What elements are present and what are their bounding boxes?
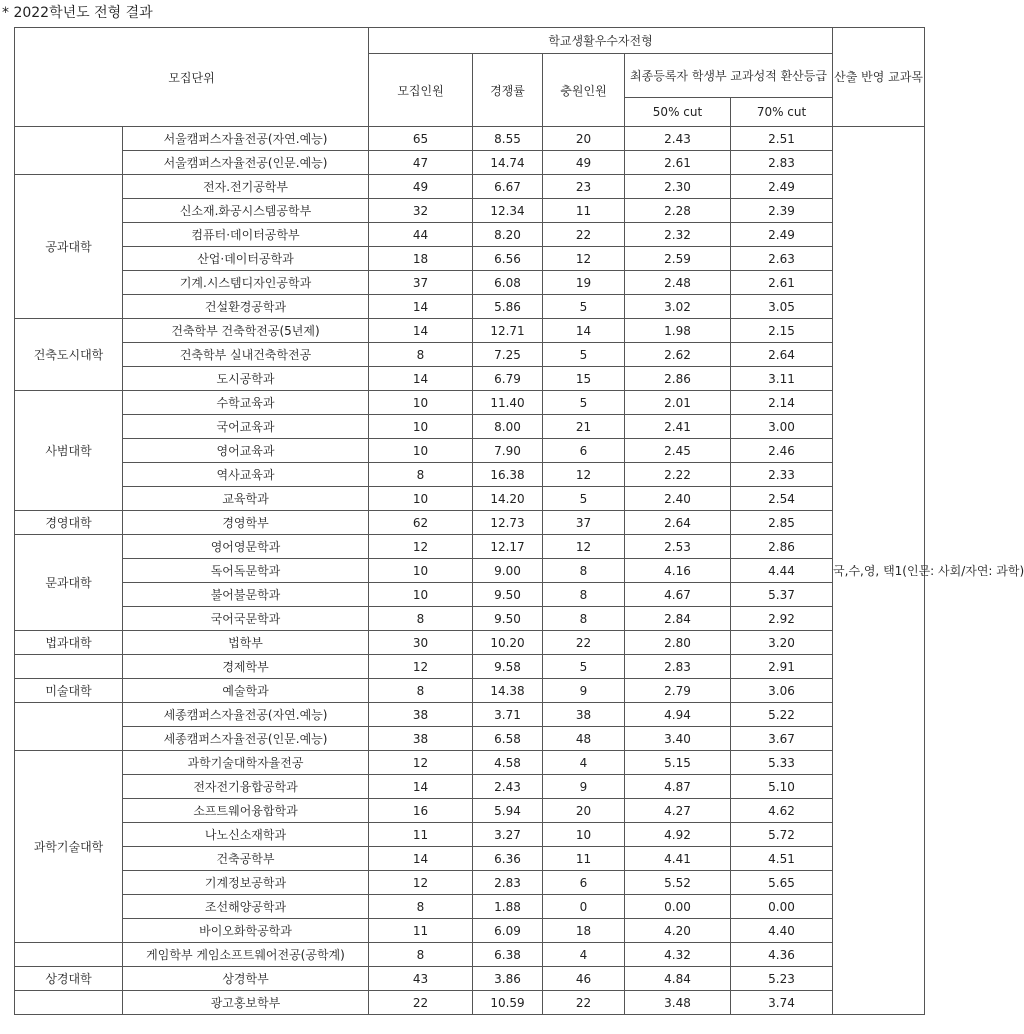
cut50-cell: 2.83 [625,655,731,679]
extra-cell: 38 [543,703,625,727]
college-name: 경영대학 [15,511,123,535]
recruit-cell: 8 [369,895,473,919]
results-table [14,27,1024,1015]
competition-cell: 16.38 [473,463,543,487]
cut50-cell: 5.52 [625,871,731,895]
table-row [15,319,925,343]
cut50-cell: 4.87 [625,775,731,799]
extra-cell: 5 [543,295,625,319]
cut70-cell: 3.06 [731,679,833,703]
cut50-cell: 2.01 [625,391,731,415]
cut50-cell: 4.67 [625,583,731,607]
competition-cell: 10.59 [473,991,543,1015]
extra-cell: 22 [543,631,625,655]
extra-cell: 49 [543,151,625,175]
department-name: 기계.시스템디자인공학과 [123,271,369,295]
competition-cell: 12.17 [473,535,543,559]
recruit-cell: 10 [369,559,473,583]
department-name: 역사교육과 [123,463,369,487]
header-competition: 경쟁률 [473,54,543,127]
cut70-cell: 2.14 [731,391,833,415]
college-name: 공과대학 [15,175,123,319]
college-name: 과학기술대학 [15,751,123,943]
table-row [15,799,925,823]
college-name: 사범대학 [15,391,123,511]
department-name: 국어교육과 [123,415,369,439]
extra-cell: 4 [543,943,625,967]
college-name [15,127,123,175]
recruit-cell: 30 [369,631,473,655]
cut50-cell: 2.53 [625,535,731,559]
competition-cell: 2.43 [473,775,543,799]
competition-cell: 6.79 [473,367,543,391]
extra-cell: 8 [543,583,625,607]
table-row [15,127,925,151]
department-name: 산업·데이터공학과 [123,247,369,271]
cut70-cell: 2.51 [731,127,833,151]
competition-cell: 8.00 [473,415,543,439]
recruit-cell: 14 [369,775,473,799]
competition-cell: 10.20 [473,631,543,655]
cut70-cell: 2.54 [731,487,833,511]
cut50-cell: 4.84 [625,967,731,991]
table-row [15,703,925,727]
competition-cell: 12.34 [473,199,543,223]
department-name: 과학기술대학자율전공 [123,751,369,775]
cut70-cell: 3.00 [731,415,833,439]
department-name: 불어불문학과 [123,583,369,607]
cut70-cell: 5.23 [731,967,833,991]
cut70-cell: 2.85 [731,511,833,535]
table-row [15,463,925,487]
department-name: 국어국문학과 [123,607,369,631]
recruit-cell: 10 [369,391,473,415]
competition-cell: 6.08 [473,271,543,295]
cut50-cell: 2.59 [625,247,731,271]
results-body [15,127,1024,1015]
extra-cell: 10 [543,823,625,847]
cut70-cell: 2.63 [731,247,833,271]
cut70-cell: 3.74 [731,991,833,1015]
recruit-cell: 14 [369,295,473,319]
cut70-cell: 2.83 [731,151,833,175]
department-name: 경제학부 [123,655,369,679]
table-row [15,151,925,175]
competition-cell: 2.83 [473,871,543,895]
recruit-cell: 47 [369,151,473,175]
cut70-cell: 2.92 [731,607,833,631]
extra-cell: 23 [543,175,625,199]
department-name: 조선해양공학과 [123,895,369,919]
competition-cell: 6.67 [473,175,543,199]
cut70-cell: 5.65 [731,871,833,895]
cut70-cell: 2.49 [731,223,833,247]
recruit-cell: 11 [369,823,473,847]
department-name: 수학교육과 [123,391,369,415]
extra-cell: 20 [543,127,625,151]
department-name: 상경학부 [123,967,369,991]
recruit-cell: 8 [369,943,473,967]
recruit-cell: 37 [369,271,473,295]
table-row [15,247,925,271]
recruit-cell: 10 [369,415,473,439]
table-row [15,391,925,415]
table-row [15,175,925,199]
cut50-cell: 2.84 [625,607,731,631]
cut50-cell: 2.48 [625,271,731,295]
cut70-cell: 3.67 [731,727,833,751]
extra-cell: 8 [543,559,625,583]
extra-cell: 5 [543,655,625,679]
extra-cell: 12 [543,463,625,487]
page-title: * 2022학년도 전형 결과 [2,5,153,21]
recruit-cell: 10 [369,439,473,463]
competition-cell: 12.73 [473,511,543,535]
recruit-cell: 14 [369,847,473,871]
cut50-cell: 4.92 [625,823,731,847]
recruit-cell: 8 [369,679,473,703]
competition-cell: 7.90 [473,439,543,463]
cut50-cell: 0.00 [625,895,731,919]
subjects-cell: 국,수,영, 택1(인문: 사회/자연: 과학) [833,127,925,1015]
competition-cell: 3.71 [473,703,543,727]
college-name [15,655,123,679]
extra-cell: 19 [543,271,625,295]
department-name: 컴퓨터·데이터공학부 [123,223,369,247]
cut50-cell: 2.86 [625,367,731,391]
cut70-cell: 4.62 [731,799,833,823]
cut70-cell: 3.11 [731,367,833,391]
department-name: 게임학부 게임소프트웨어전공(공학계) [123,943,369,967]
table-row [15,943,925,967]
department-name: 서울캠퍼스자율전공(인문.예능) [123,151,369,175]
header-extra: 충원인원 [543,54,625,127]
department-name: 서울캠퍼스자율전공(자연.예능) [123,127,369,151]
table-row [15,847,925,871]
extra-cell: 6 [543,871,625,895]
table-row [15,919,925,943]
competition-cell: 9.50 [473,583,543,607]
college-name: 문과대학 [15,535,123,631]
competition-cell: 8.55 [473,127,543,151]
college-name [15,991,123,1015]
recruit-cell: 14 [369,319,473,343]
college-name [15,943,123,967]
header-cut70: 70% cut [731,98,833,127]
cut70-cell: 2.39 [731,199,833,223]
competition-cell: 14.74 [473,151,543,175]
competition-cell: 8.20 [473,223,543,247]
recruit-cell: 12 [369,655,473,679]
cut70-cell: 4.36 [731,943,833,967]
cut70-cell: 2.15 [731,319,833,343]
recruit-cell: 65 [369,127,473,151]
department-name: 소프트웨어융합학과 [123,799,369,823]
recruit-cell: 8 [369,343,473,367]
department-name: 전자.전기공학부 [123,175,369,199]
cut50-cell: 2.40 [625,487,731,511]
extra-cell: 37 [543,511,625,535]
competition-cell: 3.27 [473,823,543,847]
department-name: 영어교육과 [123,439,369,463]
cut50-cell: 2.79 [625,679,731,703]
header-grade-title: 최종등록자 학생부 교과성적 환산등급 [625,54,833,98]
competition-cell: 9.00 [473,559,543,583]
cut70-cell: 5.37 [731,583,833,607]
header-subjects: 산출 반영 교과목 [833,28,925,127]
competition-cell: 14.38 [473,679,543,703]
recruit-cell: 12 [369,535,473,559]
cut70-cell: 5.22 [731,703,833,727]
table-row [15,223,925,247]
department-name: 세종캠퍼스자율전공(인문.예능) [123,727,369,751]
header-group: 학교생활우수자전형 [369,28,833,54]
cut70-cell: 5.33 [731,751,833,775]
table-row [15,679,925,703]
extra-cell: 9 [543,679,625,703]
table-row [15,631,925,655]
extra-cell: 5 [543,391,625,415]
recruit-cell: 62 [369,511,473,535]
extra-cell: 14 [543,319,625,343]
department-name: 기계정보공학과 [123,871,369,895]
college-name: 건축도시대학 [15,319,123,391]
competition-cell: 5.94 [473,799,543,823]
extra-cell: 5 [543,487,625,511]
cut50-cell: 3.48 [625,991,731,1015]
cut70-cell: 2.91 [731,655,833,679]
competition-cell: 9.58 [473,655,543,679]
table-row [15,751,925,775]
college-name: 법과대학 [15,631,123,655]
table-row [15,895,925,919]
extra-cell: 11 [543,847,625,871]
department-name: 도시공학과 [123,367,369,391]
competition-cell: 7.25 [473,343,543,367]
college-name: 미술대학 [15,679,123,703]
cut50-cell: 2.45 [625,439,731,463]
extra-cell: 18 [543,919,625,943]
department-name: 건축학부 건축학전공(5년제) [123,319,369,343]
table-row [15,583,925,607]
competition-cell: 6.38 [473,943,543,967]
extra-cell: 12 [543,535,625,559]
recruit-cell: 38 [369,727,473,751]
cut70-cell: 2.64 [731,343,833,367]
table-row [15,775,925,799]
extra-cell: 46 [543,967,625,991]
table-row [15,967,925,991]
cut50-cell: 3.40 [625,727,731,751]
recruit-cell: 38 [369,703,473,727]
cut70-cell: 2.49 [731,175,833,199]
department-name: 예술학과 [123,679,369,703]
header-unit: 모집단위 [15,28,369,127]
recruit-cell: 14 [369,367,473,391]
table-row [15,343,925,367]
cut70-cell: 3.20 [731,631,833,655]
extra-cell: 20 [543,799,625,823]
cut50-cell: 2.41 [625,415,731,439]
table-row [15,439,925,463]
competition-cell: 5.86 [473,295,543,319]
recruit-cell: 16 [369,799,473,823]
extra-cell: 11 [543,199,625,223]
extra-cell: 21 [543,415,625,439]
table-row [15,367,925,391]
extra-cell: 8 [543,607,625,631]
cut50-cell: 4.94 [625,703,731,727]
table-row [15,295,925,319]
recruit-cell: 11 [369,919,473,943]
competition-cell: 11.40 [473,391,543,415]
table-row [15,511,925,535]
cut70-cell: 2.46 [731,439,833,463]
recruit-cell: 22 [369,991,473,1015]
extra-cell: 22 [543,991,625,1015]
table-row [15,991,925,1015]
recruit-cell: 12 [369,871,473,895]
cut70-cell: 3.05 [731,295,833,319]
cut70-cell: 5.72 [731,823,833,847]
competition-cell: 6.36 [473,847,543,871]
extra-cell: 4 [543,751,625,775]
cut50-cell: 2.22 [625,463,731,487]
department-name: 법학부 [123,631,369,655]
extra-cell: 5 [543,343,625,367]
cut50-cell: 4.41 [625,847,731,871]
cut50-cell: 2.32 [625,223,731,247]
cut50-cell: 2.61 [625,151,731,175]
department-name: 영어영문학과 [123,535,369,559]
table-row [15,535,925,559]
recruit-cell: 44 [369,223,473,247]
department-name: 나노신소재학과 [123,823,369,847]
cut50-cell: 1.98 [625,319,731,343]
cut70-cell: 4.40 [731,919,833,943]
table-row [15,727,925,751]
cut70-cell: 5.10 [731,775,833,799]
recruit-cell: 8 [369,607,473,631]
recruit-cell: 10 [369,487,473,511]
competition-cell: 12.71 [473,319,543,343]
cut70-cell: 4.51 [731,847,833,871]
competition-cell: 1.88 [473,895,543,919]
cut50-cell: 3.02 [625,295,731,319]
cut70-cell: 4.44 [731,559,833,583]
table-row [15,607,925,631]
cut50-cell: 4.20 [625,919,731,943]
table-row [15,655,925,679]
department-name: 독어독문학과 [123,559,369,583]
cut50-cell: 2.80 [625,631,731,655]
cut50-cell: 2.30 [625,175,731,199]
competition-cell: 6.09 [473,919,543,943]
extra-cell: 48 [543,727,625,751]
cut50-cell: 5.15 [625,751,731,775]
table-row [15,487,925,511]
department-name: 건축학부 실내건축학전공 [123,343,369,367]
header-recruit: 모집인원 [369,54,473,127]
cut70-cell: 2.86 [731,535,833,559]
cut50-cell: 4.32 [625,943,731,967]
table-row [15,871,925,895]
department-name: 건설환경공학과 [123,295,369,319]
extra-cell: 12 [543,247,625,271]
table-row [15,823,925,847]
cut70-cell: 0.00 [731,895,833,919]
recruit-cell: 18 [369,247,473,271]
table-row [15,199,925,223]
department-name: 광고홍보학부 [123,991,369,1015]
cut50-cell: 4.16 [625,559,731,583]
college-name: 상경대학 [15,967,123,991]
competition-cell: 6.58 [473,727,543,751]
cut50-cell: 2.64 [625,511,731,535]
recruit-cell: 12 [369,751,473,775]
competition-cell: 14.20 [473,487,543,511]
extra-cell: 15 [543,367,625,391]
recruit-cell: 10 [369,583,473,607]
college-name [15,703,123,751]
department-name: 전자전기융합공학과 [123,775,369,799]
cut50-cell: 4.27 [625,799,731,823]
competition-cell: 9.50 [473,607,543,631]
cut50-cell: 2.62 [625,343,731,367]
department-name: 세종캠퍼스자율전공(자연.예능) [123,703,369,727]
recruit-cell: 49 [369,175,473,199]
department-name: 바이오화학공학과 [123,919,369,943]
extra-cell: 0 [543,895,625,919]
department-name: 교육학과 [123,487,369,511]
recruit-cell: 8 [369,463,473,487]
recruit-cell: 43 [369,967,473,991]
table-row [15,415,925,439]
cut70-cell: 2.33 [731,463,833,487]
competition-cell: 6.56 [473,247,543,271]
cut50-cell: 2.43 [625,127,731,151]
table-row [15,559,925,583]
header-cut50: 50% cut [625,98,731,127]
department-name: 건축공학부 [123,847,369,871]
extra-cell: 22 [543,223,625,247]
recruit-cell: 32 [369,199,473,223]
competition-cell: 4.58 [473,751,543,775]
extra-cell: 6 [543,439,625,463]
extra-cell: 9 [543,775,625,799]
department-name: 경영학부 [123,511,369,535]
table-row [15,271,925,295]
cut50-cell: 2.28 [625,199,731,223]
competition-cell: 3.86 [473,967,543,991]
cut70-cell: 2.61 [731,271,833,295]
department-name: 신소재.화공시스템공학부 [123,199,369,223]
